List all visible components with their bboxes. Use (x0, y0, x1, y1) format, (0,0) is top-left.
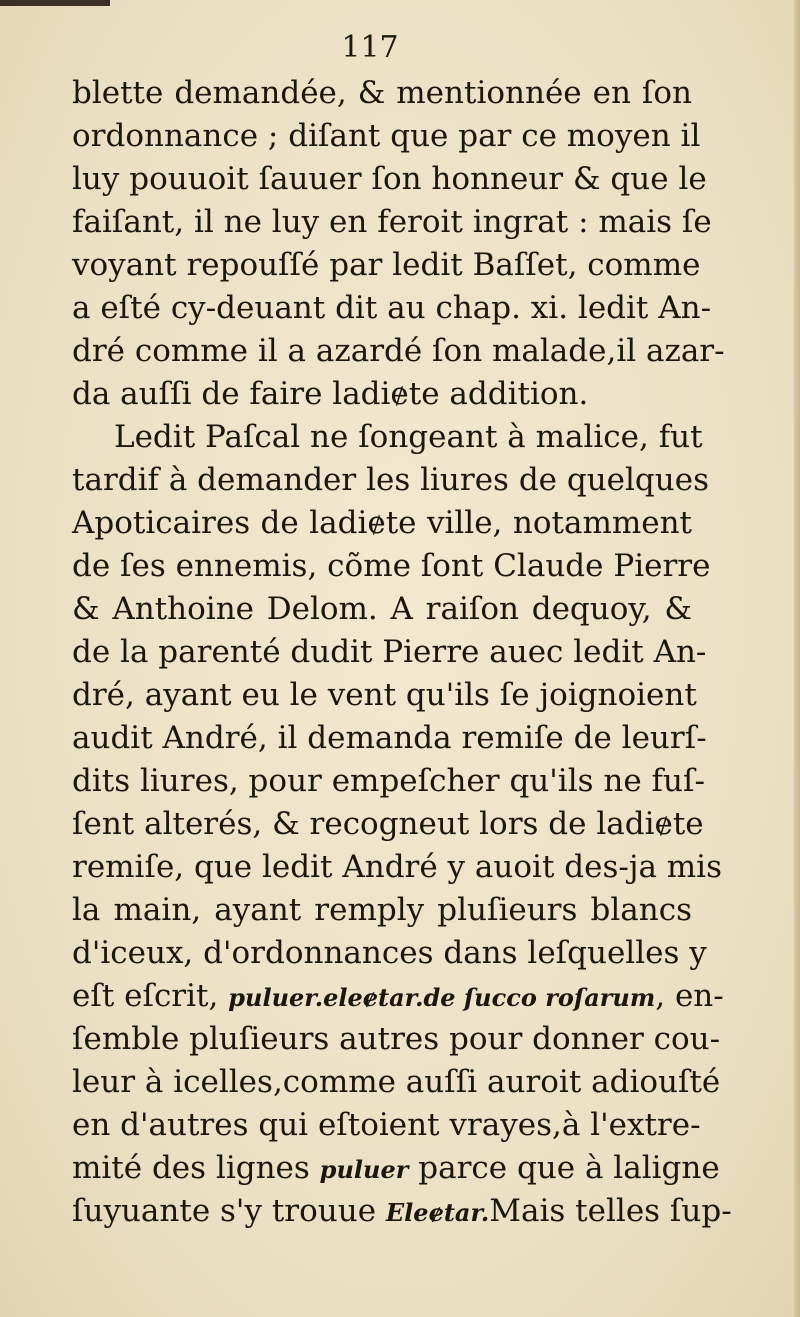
text-run: parce que à laligne (408, 1150, 720, 1186)
text-run: de la parenté dudit Pierre auec ledit An- (72, 634, 707, 670)
text-line (72, 674, 697, 717)
text-line (72, 459, 709, 502)
text-line (72, 588, 692, 631)
text-run: audit André, il demanda remiſe de leurſ- (72, 720, 707, 756)
text-line (72, 1190, 732, 1233)
text-run: remiſe, que ledit André y auoit des-ja mis (72, 849, 723, 885)
paragraph (72, 72, 725, 416)
text-run: dré comme il a azardé ſon malade,il azar- (72, 333, 725, 369)
text-line (72, 975, 724, 1018)
italic-latin-term: Eleɇtar. (385, 1198, 490, 1227)
text-run: d'iceux, d'ordonnances dans leſquelles y (72, 935, 707, 971)
text-line (72, 1147, 720, 1190)
text-run: en d'autres qui eſtoient vrayes,à l'extre- (72, 1107, 701, 1143)
text-run: dré, ayant eu le vent qu'ils ſe joignoient (72, 677, 697, 713)
text-run: & Anthoine Delom. A raiſon dequoy, & (72, 591, 692, 627)
text-run: Mais telles ſup- (489, 1193, 732, 1229)
text-line (72, 158, 707, 201)
text-run: voyant repouſſé par ledit Baſſet, comme (72, 247, 701, 283)
text-run: da auſſi de faire ladiɇte addition. (72, 376, 589, 412)
text-line (72, 932, 707, 975)
text-line (72, 803, 704, 846)
text-run: luy pouuoit ſauuer ſon honneur & que le (72, 161, 707, 197)
italic-latin-term: puluer (319, 1155, 409, 1184)
text-run: la main, ayant remply pluſieurs blancs (72, 892, 692, 928)
text-line (72, 244, 701, 287)
text-run: blette demandée, & mentionnée en ſon (72, 75, 692, 111)
text-line (72, 760, 705, 803)
text-run: leur à icelles,comme auſſi auroit adiouſté (72, 1064, 721, 1100)
text-line (72, 1018, 721, 1061)
text-run: eſt eſcrit, (72, 978, 229, 1014)
text-line (72, 889, 692, 932)
text-line (72, 416, 703, 459)
text-run: faiſant, il ne luy en feroit ingrat : mais ſe (72, 204, 712, 240)
text-run: tardif à demander les liures de quelques (72, 462, 709, 498)
text-run: Ledit Paſcal ne ſongeant à malice, fut (114, 419, 703, 455)
text-run: mité des lignes (72, 1150, 320, 1186)
text-line (72, 373, 692, 416)
text-line (72, 1104, 701, 1147)
body-text (72, 72, 732, 1233)
text-line (72, 631, 707, 674)
paragraph (72, 416, 732, 1233)
text-line (72, 1061, 721, 1104)
italic-latin-term: puluer.eleɇtar.de ſucco roſarum (228, 983, 656, 1012)
page-fold-edge (794, 0, 800, 1317)
page-number: 117 (341, 30, 399, 65)
text-line (72, 201, 712, 244)
text-run: dits liures, pour empeſcher qu'ils ne fuſ- (72, 763, 705, 799)
page-edge-shadow (0, 0, 110, 6)
text-line (72, 717, 707, 760)
text-run: ſuyuante s'y trouue (72, 1193, 386, 1229)
text-run: ordonnance ; diſant que par ce moyen il (72, 118, 701, 154)
text-run: ſemble pluſieurs autres pour donner cou- (72, 1021, 721, 1057)
text-line (72, 72, 692, 115)
text-line (72, 330, 725, 373)
text-run: de ſes ennemis, cõme ſont Claude Pierre (72, 548, 711, 584)
text-run: ſent alterés, & recogneut lors de ladiɇte (72, 806, 704, 842)
text-line (72, 287, 712, 330)
text-line (72, 545, 711, 588)
text-line (72, 846, 723, 889)
text-run: Apoticaires de ladiɇte ville, notamment (72, 505, 692, 541)
text-run: a eſté cy-deuant dit au chap. xi. ledit An- (72, 290, 712, 326)
text-run: , en- (655, 978, 724, 1014)
text-line (72, 115, 701, 158)
text-line (72, 502, 692, 545)
